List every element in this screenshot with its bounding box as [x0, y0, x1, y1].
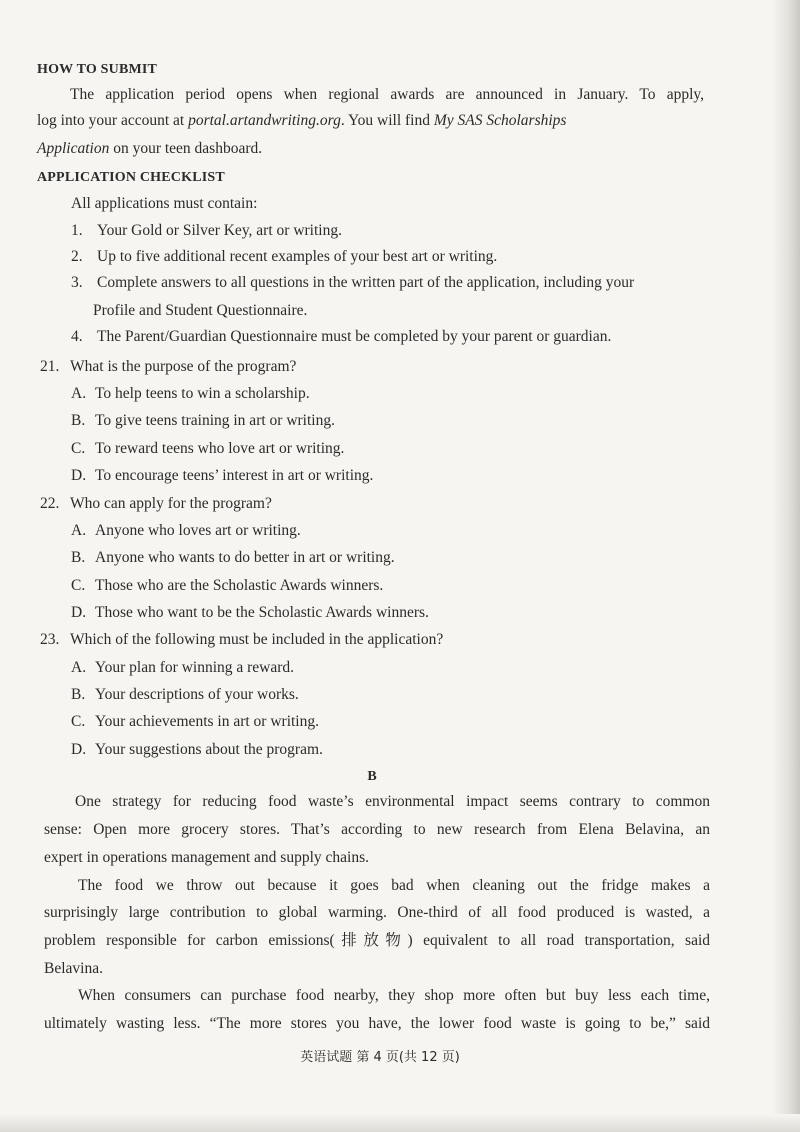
- passage-line: problem responsible for carbon emissions(排放物) equivalent to all road transportation, said: [44, 932, 710, 949]
- answer-option: [71, 466, 373, 486]
- option-letter: C.: [71, 713, 86, 730]
- passage-line: surprisingly large contribution to global warming. One-third of all food produced is wasted, a: [44, 904, 710, 921]
- option-letter: A.: [71, 385, 87, 402]
- option-text: Those who are the Scholastic Awards winners.: [95, 577, 384, 594]
- question-text: Which of the following must be included in the application?: [70, 631, 444, 648]
- passage-line: sense: Open more grocery stores. That’s according to new research from Elena Belavina, an: [44, 821, 710, 838]
- checklist-item-number: 1.: [71, 222, 83, 239]
- checklist-item-number: 4.: [71, 328, 83, 345]
- question-text: What is the purpose of the program?: [70, 358, 297, 375]
- option-letter: D.: [71, 467, 87, 484]
- checklist-item-text: Complete answers to all questions in the written part of the application, including your: [97, 274, 635, 291]
- option-letter: A.: [71, 659, 87, 676]
- option-text: Your plan for winning a reward.: [95, 659, 295, 676]
- checklist-item-text: Your Gold or Silver Key, art or writing.: [97, 222, 342, 239]
- page-edge-shadow: [772, 0, 800, 1132]
- passage-line: ultimately wasting less. “The more stores you have, the lower food waste is going to be,” said: [44, 1015, 710, 1032]
- checklist-heading: APPLICATION CHECKLIST: [37, 170, 225, 185]
- option-letter: D.: [71, 741, 87, 758]
- option-text: To help teens to win a scholarship.: [95, 385, 310, 402]
- answer-option: [71, 712, 319, 732]
- how-to-submit-heading: HOW TO SUBMIT: [37, 62, 158, 77]
- submit-text-mid: . You will find: [340, 112, 434, 129]
- question-22: [40, 494, 272, 514]
- passage-line: Belavina.: [44, 960, 103, 977]
- passage-line: When consumers can purchase food nearby, they shop more often but buy less each time,: [78, 987, 710, 1004]
- question-text: Who can apply for the program?: [70, 495, 272, 512]
- option-letter: C.: [71, 440, 86, 457]
- submit-text-line-1: The application period opens when regional awards are announced in January. To apply,: [70, 86, 704, 103]
- answer-option: [71, 658, 294, 678]
- checklist-item-continuation: Profile and Student Questionnaire.: [93, 302, 308, 319]
- option-letter: B.: [71, 686, 86, 703]
- option-text: To give teens training in art or writing.: [95, 412, 335, 429]
- answer-option: [71, 521, 301, 541]
- passage-line: One strategy for reducing food waste’s environmental impact seems contrary to common: [75, 793, 710, 810]
- option-text: Your suggestions about the program.: [95, 741, 323, 758]
- question-number: 23.: [40, 631, 60, 648]
- submit-text-prefix: log into your account at: [37, 112, 189, 129]
- option-text: To encourage teens’ interest in art or writing.: [95, 467, 374, 484]
- checklist-item: [71, 327, 611, 347]
- answer-option: [71, 384, 310, 404]
- checklist-item-number: 3.: [71, 274, 83, 291]
- checklist-item-number: 2.: [71, 248, 83, 265]
- submit-text-end: on your teen dashboard.: [109, 140, 263, 157]
- submit-text-line-3: [37, 139, 262, 159]
- portal-link-text: portal.artandwriting.org: [188, 112, 341, 129]
- answer-option: [71, 411, 335, 431]
- option-text: To reward teens who love art or writing.: [95, 440, 345, 457]
- option-text: Anyone who loves art or writing.: [95, 522, 301, 539]
- checklist-item-text: Up to five additional recent examples of your best art or writing.: [97, 248, 498, 265]
- checklist-item: [71, 221, 342, 241]
- checklist-item-text: The Parent/Guardian Questionnaire must be completed by your parent or guardian.: [97, 328, 612, 345]
- option-text: Anyone who wants to do better in art or writing.: [95, 549, 395, 566]
- option-text: Those who want to be the Scholastic Awards winners.: [95, 604, 429, 621]
- checklist-intro: All applications must contain:: [71, 195, 258, 212]
- option-letter: C.: [71, 577, 86, 594]
- option-letter: B.: [71, 549, 86, 566]
- option-text: Your achievements in art or writing.: [95, 713, 319, 730]
- option-text: Your descriptions of your works.: [95, 686, 299, 703]
- scholarship-app-name-cont: Application: [37, 140, 110, 157]
- question-number: 22.: [40, 495, 60, 512]
- checklist-item: [71, 273, 634, 293]
- scholarship-app-name: My SAS Scholarships: [433, 112, 567, 129]
- answer-option: [71, 603, 429, 623]
- option-letter: D.: [71, 604, 87, 621]
- question-number: 21.: [40, 358, 60, 375]
- page-bottom-shadow: [0, 1114, 800, 1132]
- question-21: [40, 357, 296, 377]
- answer-option: [71, 548, 395, 568]
- passage-line: expert in operations management and supply chains.: [44, 849, 369, 866]
- checklist-item: [71, 247, 497, 267]
- answer-option: [71, 439, 344, 459]
- option-letter: B.: [71, 412, 86, 429]
- answer-option: [71, 576, 383, 596]
- option-letter: A.: [71, 522, 87, 539]
- answer-option: [71, 740, 323, 760]
- page-footer: 英语试题 第 4 页(共 12 页): [300, 1050, 460, 1065]
- question-23: [40, 630, 443, 650]
- passage-b-label: B: [367, 769, 377, 784]
- submit-text-line-2: [37, 111, 566, 131]
- answer-option: [71, 685, 299, 705]
- passage-line: The food we throw out because it goes bad when cleaning out the fridge makes a: [78, 877, 710, 894]
